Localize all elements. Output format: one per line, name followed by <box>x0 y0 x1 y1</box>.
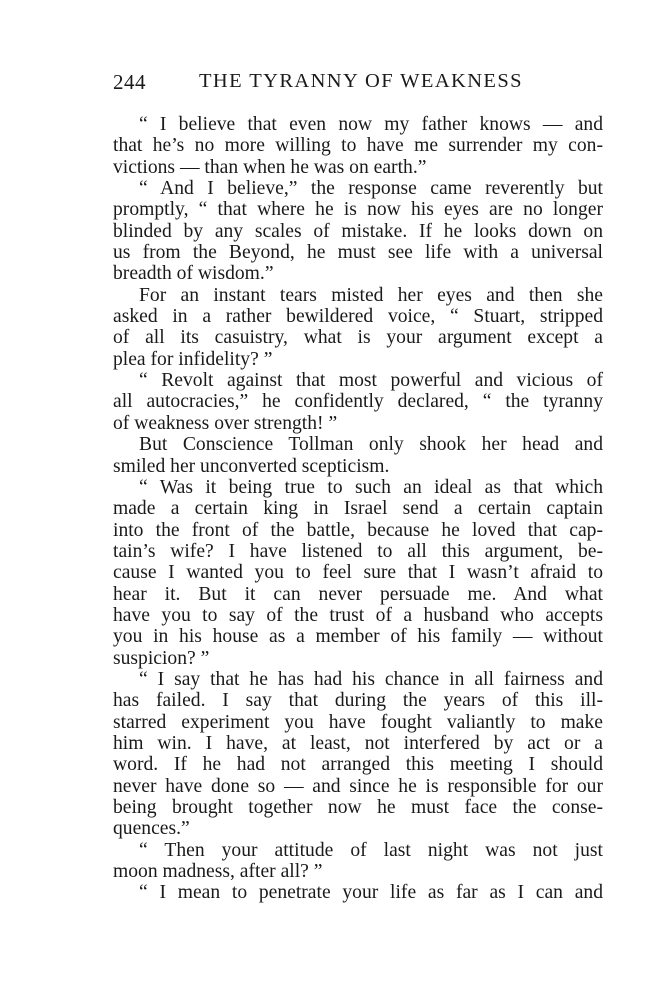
text-line: has failed. I say that during the years of this ill- <box>113 690 603 712</box>
text-line: hear it. But it can never persuade me. And what <box>113 583 603 605</box>
text-line: have you to say of the trust of a husband who accepts <box>113 604 603 626</box>
text-line: word. If he had not arranged this meeting I should <box>113 754 603 776</box>
text-line: “ Then your attitude of last night was not just <box>139 839 603 861</box>
text-line: him win. I have, at least, not interfered by act or a <box>113 732 603 754</box>
text-line: into the front of the battle, because he loved that cap- <box>113 519 603 541</box>
text-line: quences.” <box>113 818 190 840</box>
body-text <box>113 114 603 904</box>
text-line: “ I mean to penetrate your life as far as I can and <box>139 882 603 904</box>
text-line: plea for infidelity? ” <box>113 348 273 370</box>
text-line: “ And I believe,” the response came reverently but <box>139 178 603 200</box>
text-line: moon madness, after all? ” <box>113 861 323 883</box>
text-line: asked in a rather bewildered voice, “ Stuart, stripped <box>113 306 603 328</box>
running-title: THE TYRANNY OF WEAKNESS <box>199 70 523 92</box>
text-line: “ I believe that even now my father knows — and <box>139 114 603 135</box>
text-line: “ Revolt against that most powerful and vicious of <box>139 370 603 392</box>
text-line: tain’s wife? I have listened to all this argument, be- <box>113 540 603 562</box>
text-line: being brought together now he must face the conse- <box>113 797 603 818</box>
text-line: cause I wanted you to feel sure that I wasn’t afraid to <box>113 562 603 584</box>
page-number: 244 <box>113 70 146 94</box>
text-line: “ I say that he has had his chance in all fairness and <box>139 668 603 690</box>
text-line: starred experiment you have fought valiantly to make <box>113 711 603 733</box>
text-line: all autocracies,” he confidently declared, “ the tyranny <box>113 391 603 413</box>
text-line: us from the Beyond, he must see life with a universal <box>113 242 603 264</box>
text-line: “ Was it being true to such an ideal as that which <box>139 476 603 498</box>
text-line: For an instant tears misted her eyes and then she <box>139 284 603 306</box>
text-line: of weakness over strength! ” <box>113 412 338 434</box>
text-line: made a certain king in Israel send a certain captain <box>113 498 603 520</box>
text-line: breadth of wisdom.” <box>113 263 274 285</box>
text-line: that he’s no more willing to have me surrender my con- <box>113 135 603 157</box>
text-line: victions — than when he was on earth.” <box>113 156 427 178</box>
text-line: you in his house as a member of his family — without <box>113 626 603 648</box>
text-line: of all its casuistry, what is your argument except a <box>113 327 603 349</box>
page-header <box>113 70 603 98</box>
text-line: suspicion? ” <box>113 647 210 669</box>
text-line: But Conscience Tollman only shook her head and <box>139 434 603 456</box>
text-line: promptly, “ that where he is now his eyes are no longer <box>113 199 603 221</box>
text-line: never have done so — and since he is responsible for our <box>113 775 603 797</box>
text-line: smiled her unconverted scepticism. <box>113 455 390 477</box>
text-line: blinded by any scales of mistake. If he looks down on <box>113 220 603 242</box>
